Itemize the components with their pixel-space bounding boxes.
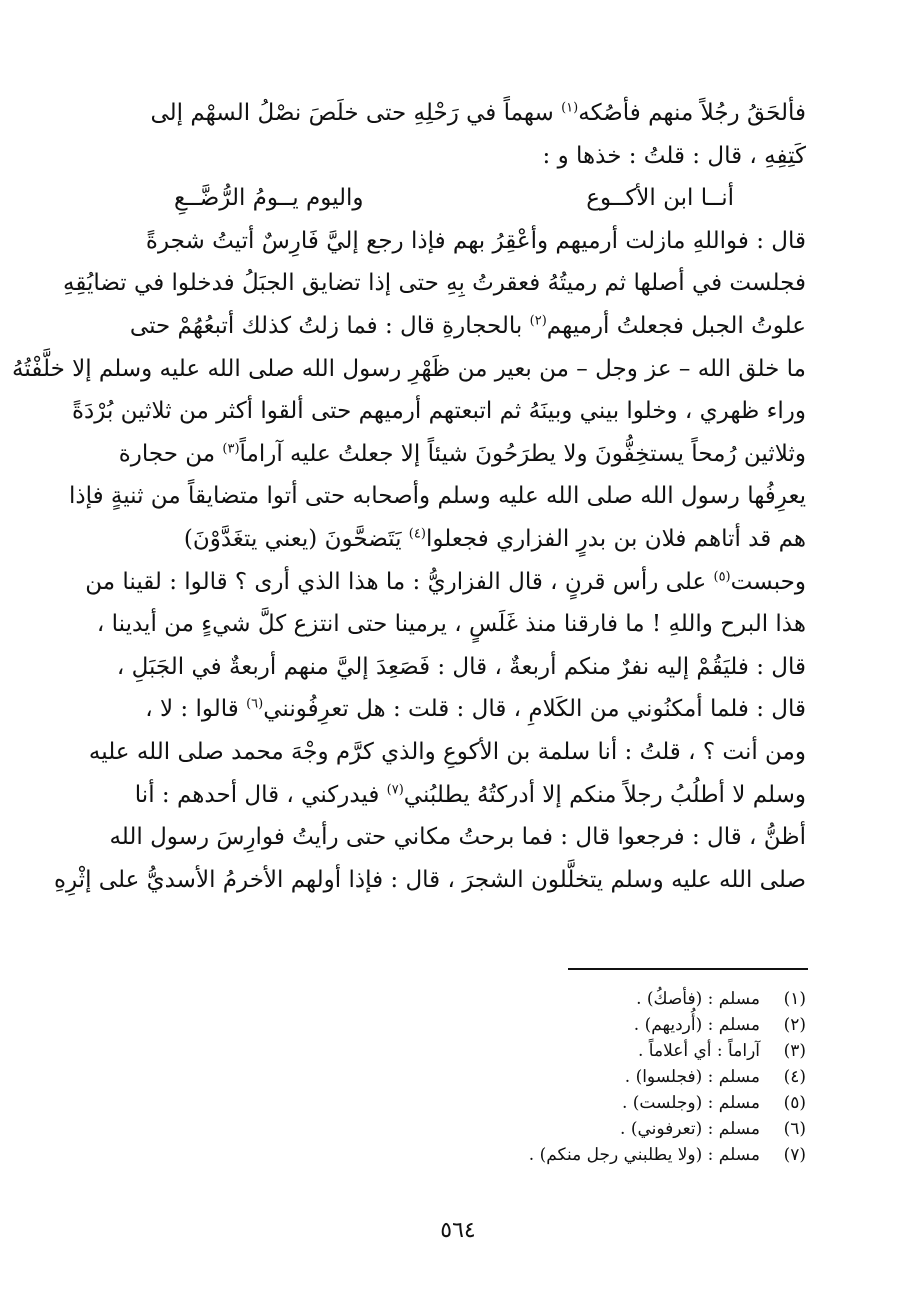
text-line: صلى الله عليه وسلم يتخلَّلون الشجرَ ، قال : فإذا أولهم الأخرمُ الأسديُّ على إثْرِهِ	[53, 866, 806, 893]
text-line: قال : فواللهِ مازلت أرميهم وأعْقِرُ بهم فإذا رجع إليَّ فَارِسٌ أتيتُ شجرةً	[145, 227, 806, 254]
footnote-item	[306, 1038, 806, 1064]
footnote-number: (٥)	[783, 1093, 806, 1113]
footnote-ref: (٥)	[713, 568, 731, 584]
text-line: قال : فلما أمكنُوني من الكَلامِ ، قال : قلت : هل تعرِفُونني$^{(٦)}$ قالوا : لا ،	[145, 696, 806, 723]
page-number: ٥٦٤	[440, 1218, 476, 1243]
footnote-text: مسلم : (فأصكُ) .	[636, 989, 760, 1009]
text-line: فجلست في أصلها ثم رميتُهُ فعقرتُ بِهِ حتى إذا تضايق الجبَلُ فدخلوا في تضايُقِهِ	[62, 270, 806, 297]
footnote-text: مسلم : (تعرفوني) .	[620, 1119, 760, 1139]
footnote-text: آراماً : أي أعلاماً .	[637, 1041, 760, 1061]
footnote-item	[306, 1090, 806, 1116]
footnote-ref: (٦)	[246, 696, 264, 712]
footnote-item	[306, 1012, 806, 1038]
text-line: علوتُ الجبل فجعلتُ أرميهم$^{(٢)}$ بالحجارةِ قال : فما زلتُ كذلك أتبعُهُمْ حتى	[129, 312, 806, 339]
footnote-text: مسلم : (وجلست) .	[621, 1093, 760, 1113]
text-line: كَتِفِهِ ، قال : قلتُ : خذها و :	[542, 142, 806, 169]
footnote-ref: (٤)	[408, 526, 426, 542]
text-line: يعرِفُها رسول الله صلى الله عليه وسلم وأصحابه حتى أتوا متضايقاً من ثنيةٍ فإذا	[68, 483, 806, 510]
footnotes-list	[306, 986, 806, 1168]
footnote-number: (٦)	[783, 1119, 806, 1139]
footnote-item	[306, 1142, 806, 1168]
text-line: وسلم لا أطلُبُ رجلاً منكم إلا أدركتُهُ يطلبُني$^{(٧)}$ فيدركني ، قال أحدهم : أنا	[134, 781, 806, 808]
verse-hemistich-right: أنــا ابن الأكــوع	[586, 185, 734, 212]
footnote-ref: (٢)	[529, 313, 547, 329]
verse-hemistich-left: واليوم يــومُ الرُّضَّــعِ	[174, 185, 364, 212]
text-line: هم قد أتاهم فلان بن بدرٍ الفزاري فجعلوا$^{(٤)}$ يَتَضحَّونَ (يعني يتغَدَّوْنَ)	[183, 525, 806, 552]
footnote-item	[306, 986, 806, 1012]
footnote-text: مسلم : (فجلسوا) .	[624, 1067, 760, 1087]
footnote-ref: (٣)	[222, 441, 240, 457]
footnote-number: (٣)	[783, 1041, 806, 1061]
footnote-ref: (٧)	[386, 781, 404, 797]
footnote-divider	[568, 968, 808, 970]
main-text	[12, 92, 806, 901]
text-line: ومن أنت ؟ ، قلتُ : أنا سلمة بن الأكوعِ والذي كرَّم وجْهَ محمد صلى الله عليه	[88, 738, 806, 765]
text-line: وحبست$^{(٥)}$ على رأس قرنٍ ، قال الفزاريُّ : ما هذا الذي أرى ؟ قالوا : لقينا من	[85, 568, 806, 595]
verse-line	[174, 177, 734, 220]
footnote-number: (٤)	[783, 1067, 806, 1087]
text-line: هذا البرح واللهِ ! ما فارقنا منذ غَلَسٍ ، يرمينا حتى انتزع كلَّ شيءٍ من أيدينا ،	[96, 611, 806, 638]
text-line: وثلاثين رُمحاً يستخِفُّونَ ولا يطرَحُونَ شيئاً إلا جعلتُ عليه آراماً$^{(٣)}$ من حجارة	[118, 440, 806, 467]
footnote-number: (١)	[783, 989, 806, 1009]
footnote-item	[306, 1064, 806, 1090]
footnote-item	[306, 1116, 806, 1142]
footnote-text: مسلم : (ولا يطلبني رجل منكم) .	[528, 1145, 760, 1165]
text-line: قال : فليَقُمْ إليه نفرٌ منكم أربعةٌ ، قال : فَصَعِدَ إليَّ منهم أربعةٌ في الجَبَلِ ،	[116, 653, 806, 680]
text-line: ما خلق الله – عز وجل – من بعير من ظَهْرِ رسول الله صلى الله عليه وسلم إلا خلَّفْتُهُ	[12, 355, 806, 382]
footnote-text: مسلم : (أُرديهم) .	[633, 1015, 760, 1035]
text-line: أظنُّ ، قال : فرجعوا قال : فما برحتُ مكاني حتى رأيتُ فوارِسَ رسول الله	[109, 824, 806, 851]
footnote-number: (٧)	[783, 1145, 806, 1165]
text-line: فألحَقُ رجُلاً منهم فأصُكه$^{(١)}$ سهماً في رَحْلِهِ حتى خلَصَ نصْلُ السهْم إلى	[150, 100, 806, 126]
footnote-ref: (١)	[561, 100, 579, 116]
footnote-number: (٢)	[783, 1015, 806, 1035]
text-line: وراء ظهري ، وخلوا بيني وبينَهُ ثم اتبعتهم أرميهم حتى ألقوا أكثر من ثلاثين بُرْدَةً	[71, 398, 806, 425]
